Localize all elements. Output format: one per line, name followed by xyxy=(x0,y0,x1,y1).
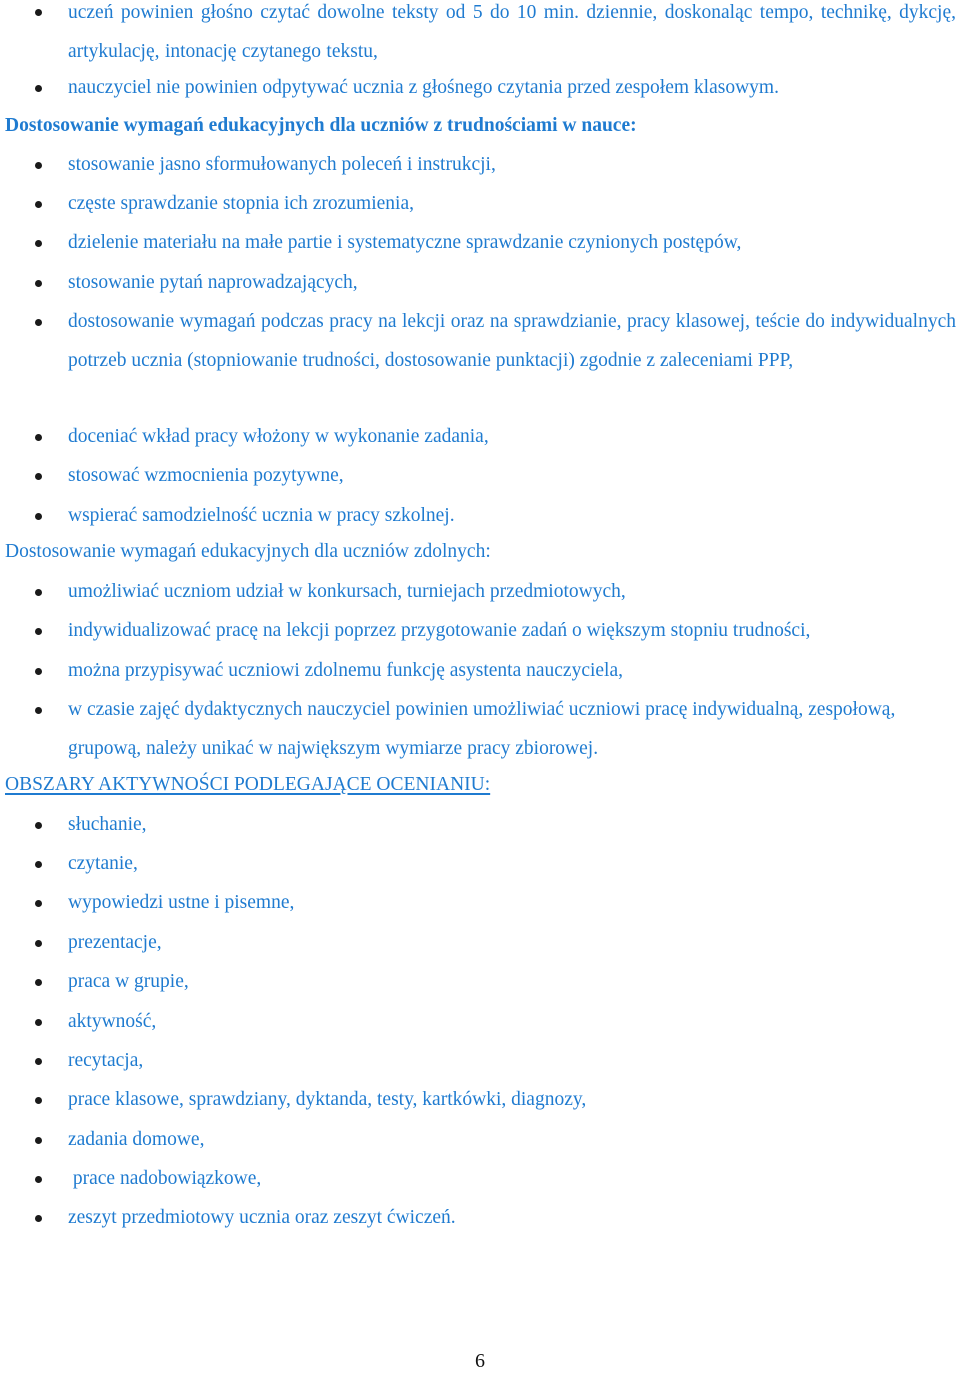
list-item-text: zadania domowe, xyxy=(68,1129,205,1150)
bullet-icon xyxy=(35,162,42,169)
bullet-icon xyxy=(35,513,42,520)
list-item-text: zeszyt przedmiotowy ucznia oraz zeszyt ćwiczeń. xyxy=(68,1207,456,1228)
list-item-text: dostosowanie wymagań podczas pracy na lekcji oraz na sprawdzianie, pracy klasowej, teście do indywidualnych potrzeb ucznia (stopniowanie trudności, dostosowanie punktacji) zgodnie z zaleceniami PPP, xyxy=(68,311,956,371)
bullet-icon xyxy=(35,979,42,986)
bullet-icon xyxy=(35,473,42,480)
list-item-text: stosowanie jasno sformułowanych poleceń i instrukcji, xyxy=(68,154,496,175)
bullet-icon xyxy=(35,1137,42,1144)
list-item-text: aktywność, xyxy=(68,1011,157,1032)
bullet-icon xyxy=(35,85,42,92)
list-item-text: indywidualizować pracę na lekcji poprzez przygotowanie zadań o większym stopniu trudności, xyxy=(68,620,811,641)
bullet-icon xyxy=(35,434,42,441)
list-item-text: prace nadobowiązkowe, xyxy=(68,1168,262,1189)
bullet-icon xyxy=(35,940,42,947)
section-heading-difficulties: Dostosowanie wymagań edukacyjnych dla uczniów z trudnościami w nauce: xyxy=(5,115,637,136)
list-item-text: wspierać samodzielność ucznia w pracy szkolnej. xyxy=(68,505,455,526)
bullet-icon xyxy=(35,1097,42,1104)
list-item-text: dzielenie materiału na małe partie i systematyczne sprawdzanie czynionych postępów, xyxy=(68,232,742,253)
list-item-text: stosować wzmocnienia pozytywne, xyxy=(68,465,344,486)
bullet-icon xyxy=(35,589,42,596)
section-heading-gifted: Dostosowanie wymagań edukacyjnych dla uczniów zdolnych: xyxy=(5,541,491,562)
list-item-text: umożliwiać uczniom udział w konkursach, turniejach przedmiotowych, xyxy=(68,581,626,602)
section-heading-areas: OBSZARY AKTYWNOŚCI PODLEGAJĄCE OCENIANIU: xyxy=(5,774,491,795)
list-item-text: recytacja, xyxy=(68,1050,144,1071)
list-item-text: doceniać wkład pracy włożony w wykonanie zadania, xyxy=(68,426,489,447)
bullet-icon xyxy=(35,1176,42,1183)
list-item-text: w czasie zajęć dydaktycznych nauczyciel powinien umożliwiać uczniowi pracę indywidualną, zespołową, grupową, należy unikać w największym wymiarze pracy zbiorowej. xyxy=(68,699,896,759)
bullet-icon xyxy=(35,1058,42,1065)
list-item-text: stosowanie pytań naprowadzających, xyxy=(68,272,358,293)
bullet-icon xyxy=(35,280,42,287)
bullet-icon xyxy=(35,1215,42,1222)
bullet-icon xyxy=(35,9,42,16)
bullet-icon xyxy=(35,861,42,868)
bullet-icon xyxy=(35,1019,42,1026)
list-item-text: praca w grupie, xyxy=(68,971,189,992)
bullet-icon xyxy=(35,240,42,247)
list-item-text: czytanie, xyxy=(68,853,138,874)
list-item-text: wypowiedzi ustne i pisemne, xyxy=(68,892,295,913)
list-item-text: słuchanie, xyxy=(68,814,147,835)
bullet-icon xyxy=(35,900,42,907)
bullet-icon xyxy=(35,319,42,326)
bullet-icon xyxy=(35,668,42,675)
list-item-text: nauczyciel nie powinien odpytywać ucznia z głośnego czytania przed zespołem klasowym. xyxy=(68,77,779,98)
bullet-icon xyxy=(35,822,42,829)
list-item-text: prezentacje, xyxy=(68,932,162,953)
list-item-text: uczeń powinien głośno czytać dowolne teksty od 5 do 10 min. dziennie, doskonaląc tempo, technikę, dykcję, artykulację, intonację czytanego tekstu, xyxy=(68,2,956,62)
list-item-text: można przypisywać uczniowi zdolnemu funkcję asystenta nauczyciela, xyxy=(68,660,623,681)
page-number: 6 xyxy=(475,1350,485,1372)
bullet-icon xyxy=(35,707,42,714)
list-item-text: prace klasowe, sprawdziany, dyktanda, testy, kartkówki, diagnozy, xyxy=(68,1089,587,1110)
bullet-icon xyxy=(35,628,42,635)
bullet-icon xyxy=(35,201,42,208)
list-item-text: częste sprawdzanie stopnia ich zrozumienia, xyxy=(68,193,414,214)
